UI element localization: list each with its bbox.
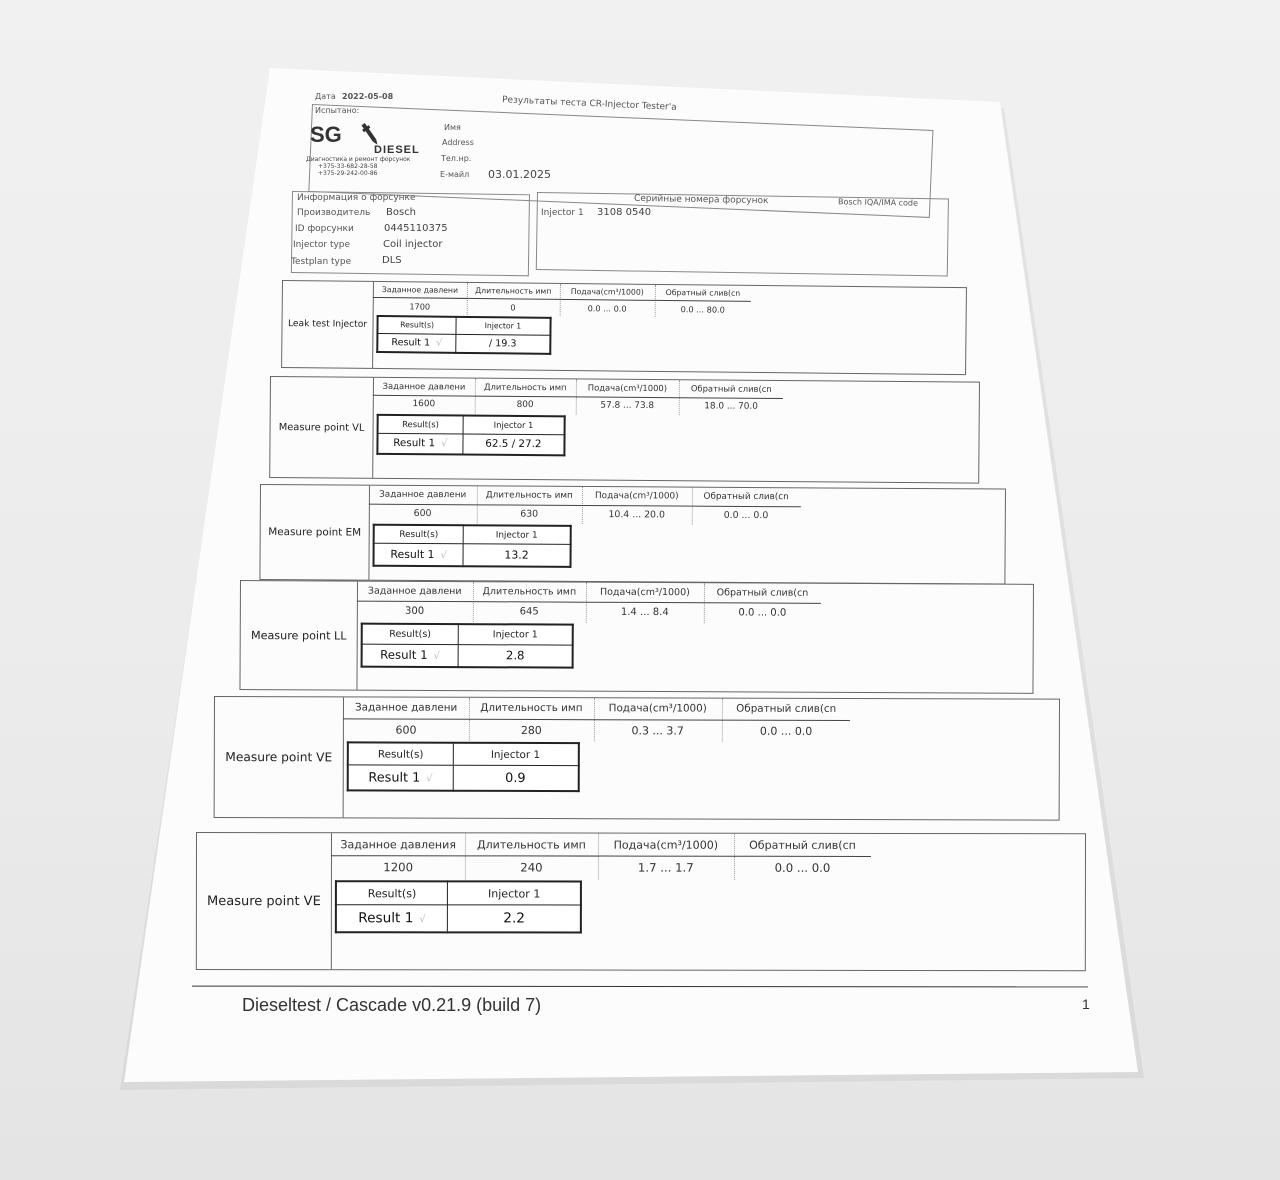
result-row-label [377,333,456,353]
injector-column-label: Injector 1 [458,624,573,645]
injector-column-label: Injector 1 [463,525,570,545]
column-header: Обратный слив(cn [691,488,800,507]
test-value-duration: 800 [475,395,577,414]
test-name: Measure point VE [197,833,332,969]
test-value-delivery: 0.0 ... 0.0 [559,299,656,317]
serial-injector-value: 3108 0540 [597,207,652,218]
test-value-delivery: 10.4 ... 20.0 [582,505,692,525]
check-icon: √ [441,438,448,450]
test-name: Leak test Injector [282,281,374,368]
test-value-return: 0.0 ... 0.0 [723,509,769,521]
column-header: Подача(cm³/1000) [598,834,736,857]
column-header: Длительность имп [467,283,561,300]
logo-tagline: Диагностика и ремонт форсунок [306,156,411,163]
testplan-label: Testplan type [291,257,352,267]
result-label-text: Result 1 [390,547,435,562]
phone-label: Тел.нр. [441,154,472,163]
check-icon: √ [440,550,447,562]
result-row-label [336,905,448,932]
column-header: Заданное давлени [343,697,470,719]
check-icon: √ [419,914,426,926]
results-label: Result(s) [378,415,463,434]
column-header: Подача(cm³/1000) [575,379,680,398]
result-value: 13.2 [463,544,570,566]
date-value: 2022-05-08 [342,92,394,101]
injector-column-label: Injector 1 [453,743,579,766]
check-icon: √ [426,773,433,785]
test-value-duration: 240 [465,855,598,879]
test-value-delivery: 0.3 ... 3.7 [593,719,723,742]
injector-type-value: Coil injector [383,239,443,250]
test-section [259,484,1006,585]
result-row-label [362,644,458,668]
results-label: Result(s) [374,525,464,545]
result-row-label [374,544,464,566]
column-header: Заданное давления [331,833,466,856]
footer-page-number: 1 [1082,996,1090,1012]
results-label: Result(s) [362,623,458,644]
test-value-pressure: 1200 [331,855,466,879]
result-row-label [348,765,453,791]
test-value-pressure: 1600 [373,395,476,414]
result-row-label [377,433,462,454]
email-value: 03.01.2025 [488,168,551,181]
tester-label: Испытано: [315,106,360,115]
injector-id-label: ID форсунки [295,224,354,234]
test-value-return: 18.0 ... 70.0 [704,401,758,412]
result-value: 2.2 [448,905,582,932]
column-header: Обратный слив(cn [679,380,783,399]
column-header: Длительность имп [469,698,594,720]
result-value: 0.9 [453,765,579,791]
injector-column-label: Injector 1 [456,317,550,335]
column-header: Длительность имп [476,486,583,505]
column-header: Подача(cm³/1000) [559,284,656,301]
injector-column-label: Injector 1 [463,415,565,434]
test-value-return: 0.0 ... 80.0 [680,304,725,315]
testplan-value: DLS [382,255,402,266]
address-label: Address [442,138,474,147]
column-header: Длительность имп [472,582,587,602]
column-header: Заданное давлени [373,378,476,397]
test-value-duration: 0 [467,298,561,316]
test-value-duration: 280 [469,718,594,741]
test-value-delivery: 1.7 ... 1.7 [597,856,735,880]
logo-diesel: DIESEL [374,144,420,156]
column-header: Обратный слив(cn [722,699,851,721]
result-table [335,880,582,933]
column-header: Подача(cm³/1000) [586,583,705,603]
column-header: Заданное давлени [373,282,468,299]
results-label: Result(s) [336,881,448,905]
serials-title: Серийные номера форсунок [633,193,769,207]
test-value-delivery: 1.4 ... 8.4 [586,602,705,623]
test-value-duration: 630 [476,504,583,524]
test-section [281,280,967,375]
iqa-code-title: Bosch IQA/IMA code [837,197,919,208]
result-table [376,414,565,456]
test-name: Measure point LL [240,581,358,690]
logo-phone-2: +375-29-242-00-86 [318,170,378,177]
result-value: / 19.3 [456,334,550,354]
result-table [372,524,571,568]
serial-injector-label: Injector 1 [541,208,584,218]
column-header: Обратный слив(cп [734,834,871,857]
test-section [269,376,980,484]
column-header: Заданное давлени [357,582,474,602]
result-table [347,742,580,792]
result-label-text: Result 1 [380,648,428,663]
test-value-return: 0.0 ... 0.0 [738,607,787,619]
result-label-text: Result 1 [391,336,431,349]
injector-type-label: Injector type [293,240,351,250]
result-label-text: Result 1 [368,770,421,786]
injector-info-title: Информация о форсунке [297,193,416,203]
test-value-pressure: 600 [369,503,478,523]
result-value: 62.5 / 27.2 [463,434,565,456]
test-section [214,696,1060,821]
email-label: E-майл [440,170,470,179]
column-header: Длительность имп [465,833,598,856]
column-header: Длительность имп [475,379,577,398]
manufacturer-value: Bosch [386,207,417,218]
name-label: Имя [444,123,461,132]
column-header: Обратный слив(cn [655,285,751,302]
logo-sg: SG [310,122,342,147]
test-value-pressure: 1700 [373,297,468,315]
result-value: 2.8 [458,644,573,668]
injector-column-label: Injector 1 [448,882,582,906]
result-table [361,622,575,669]
result-label-text: Result 1 [393,437,436,450]
injector-id-value: 0445110375 [384,223,448,234]
result-label-text: Result 1 [358,910,414,927]
report-title: Результаты теста CR-Injector Tester'a [501,95,677,113]
check-icon: √ [435,337,443,349]
test-name: Measure point EM [260,485,370,580]
column-header: Заданное давлени [369,486,478,505]
test-value-return: 0.0 ... 0.0 [759,724,813,738]
manufacturer-label: Производитель [297,208,371,218]
column-header: Подача(cm³/1000) [582,487,692,506]
results-label: Result(s) [348,743,453,766]
test-value-pressure: 600 [343,718,470,741]
test-value-pressure: 300 [357,600,474,621]
result-table [376,315,551,355]
date-label: Дата [315,92,336,101]
test-value-duration: 645 [472,601,587,622]
test-value-delivery: 57.8 ... 73.8 [575,396,680,415]
test-section [196,832,1086,971]
test-name: Measure point VE [215,697,344,817]
logo-phone-1: +375-33-682-28-58 [318,163,378,170]
footer-software: Dieseltest / Cascade v0.21.9 (build 7) [242,995,542,1015]
column-header: Подача(cm³/1000) [593,698,723,720]
test-value-return: 0.0 ... 0.0 [774,860,831,875]
column-header: Обратный слив(cn [704,583,822,603]
test-section [239,580,1034,694]
results-label: Result(s) [377,316,456,334]
test-name: Measure point VL [270,377,374,478]
check-icon: √ [433,651,440,663]
